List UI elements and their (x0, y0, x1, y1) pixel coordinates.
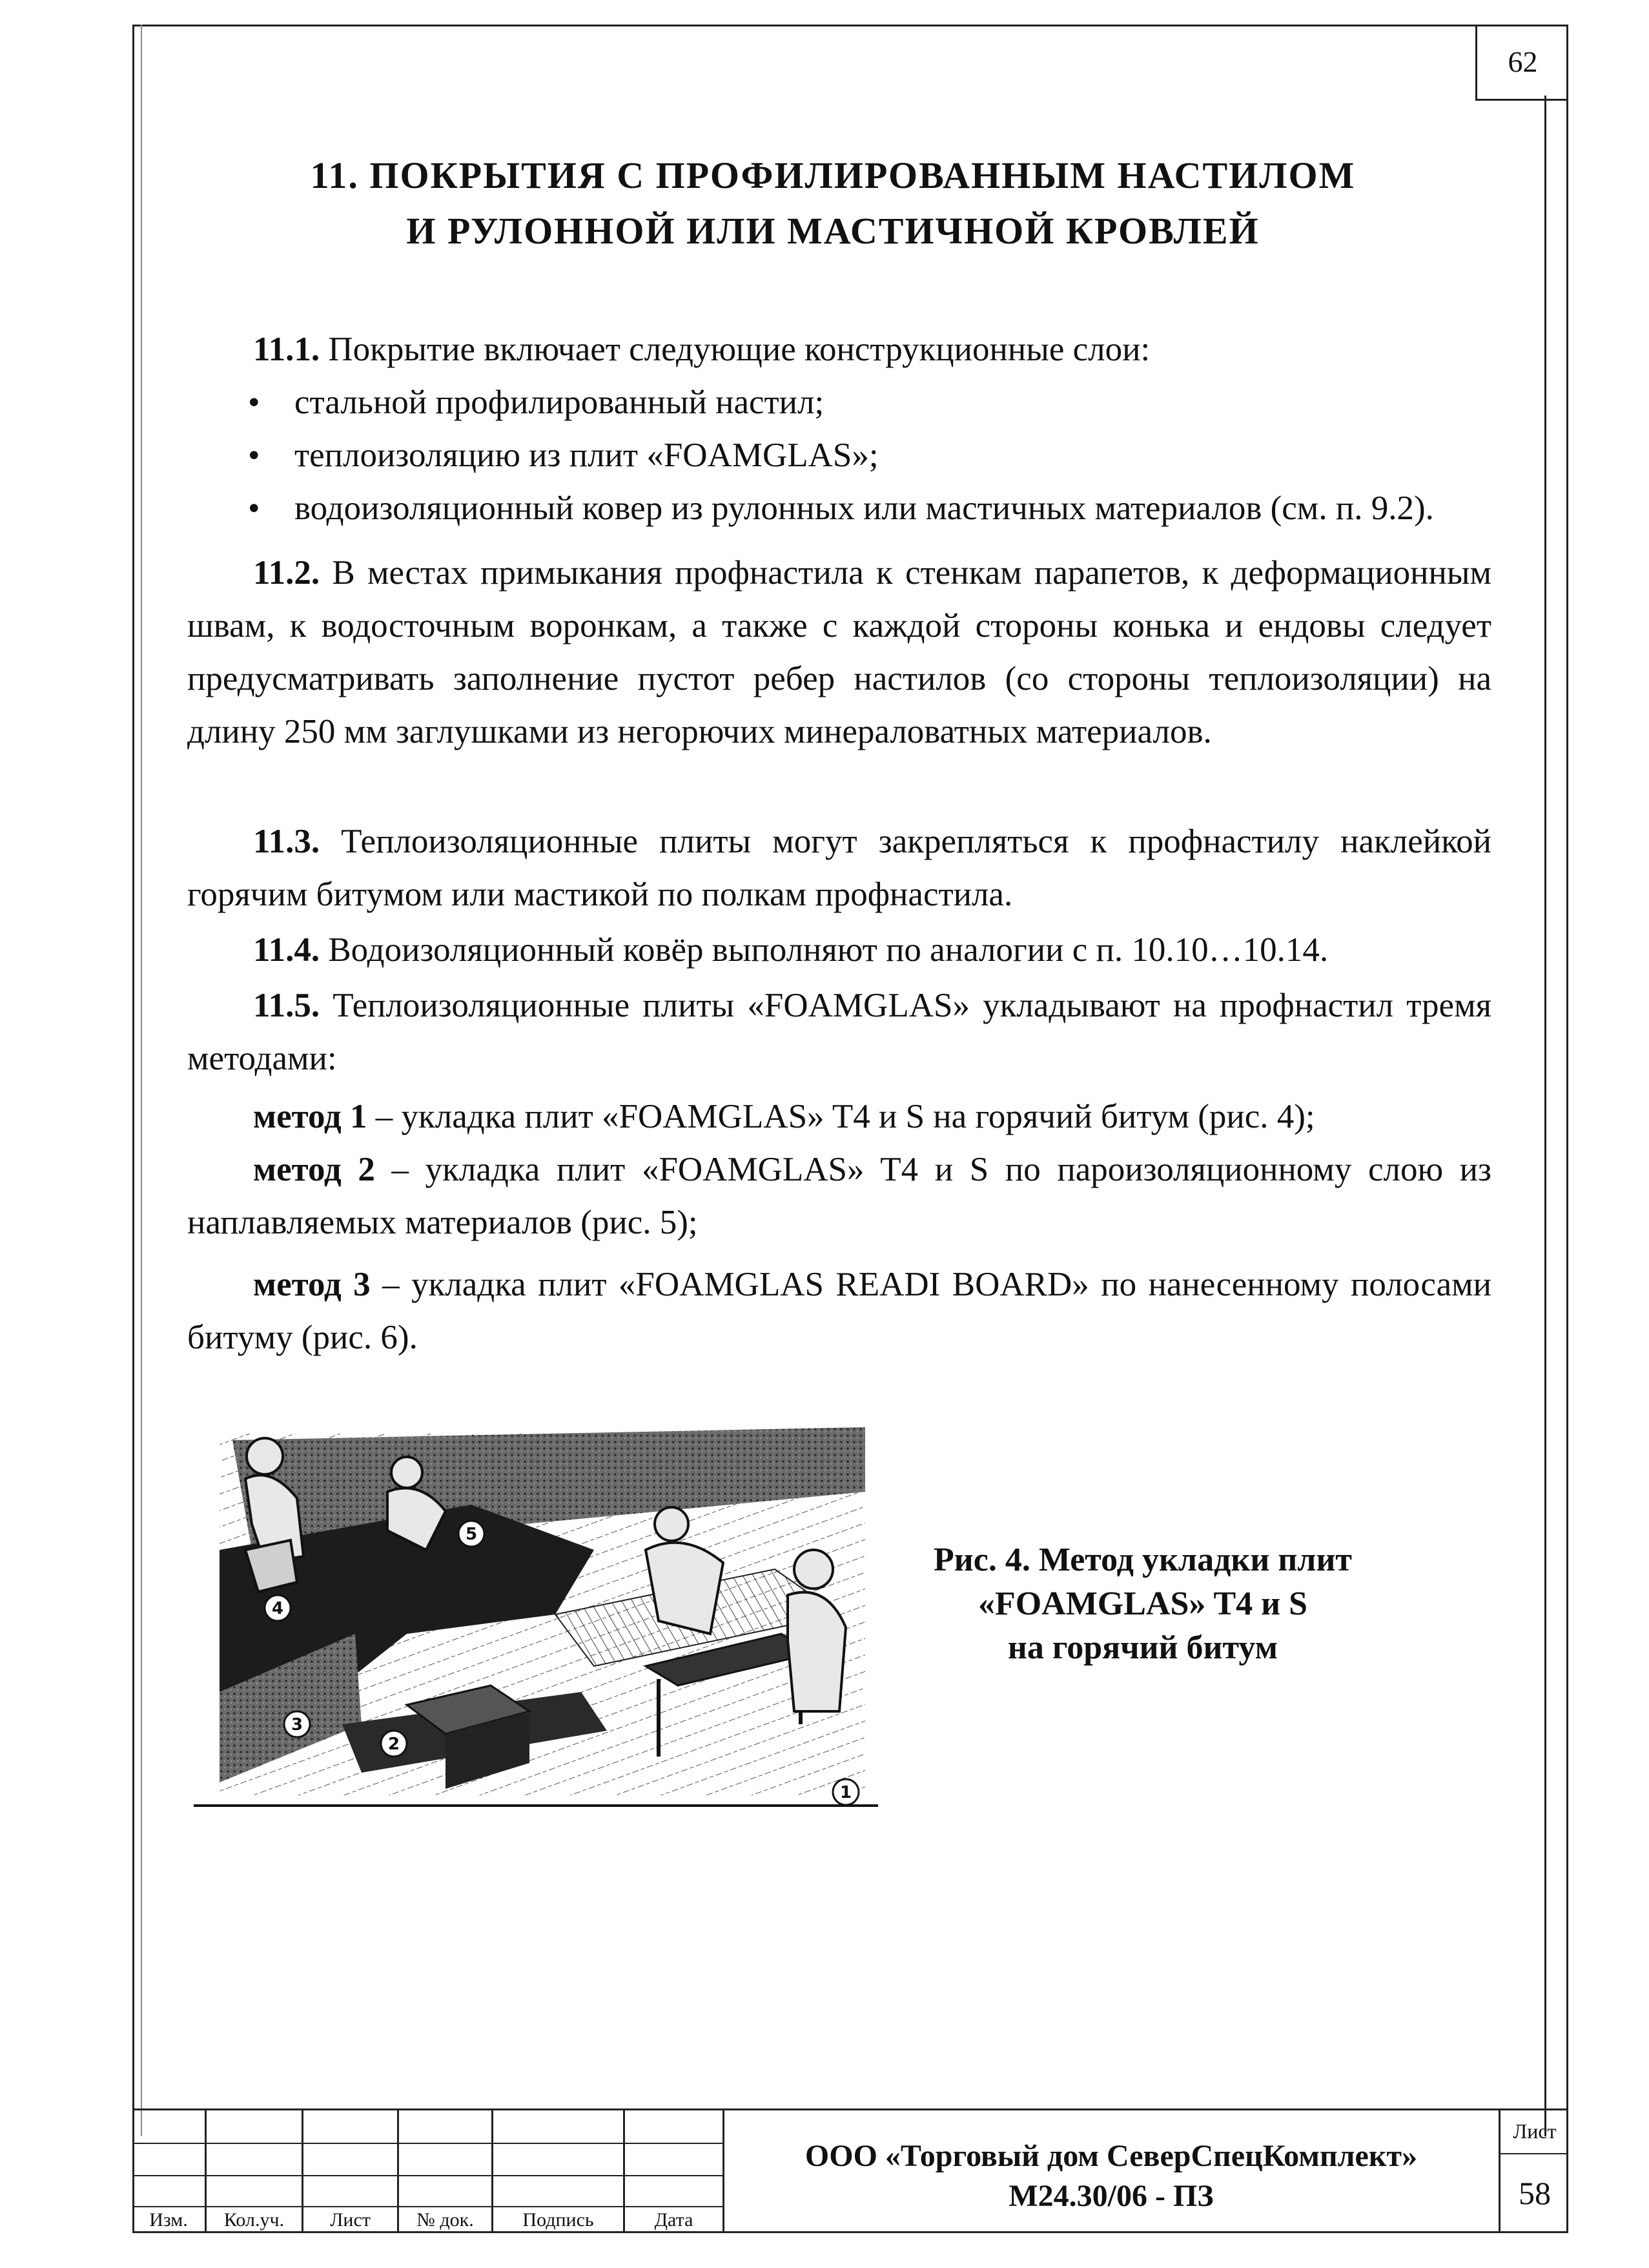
clause-number: 11.5. (253, 987, 320, 1024)
bullet-item (248, 376, 824, 429)
sheet-label: Лист (1513, 2119, 1557, 2143)
figure-caption-line: на горячий битум (1007, 1629, 1278, 1666)
title-block-row-line (132, 2175, 722, 2176)
paragraph-11-4 (187, 923, 1491, 976)
marker-5-icon (458, 1521, 484, 1547)
svg-text:1: 1 (839, 1783, 852, 1802)
organization-name (724, 2136, 1499, 2216)
col-label-sheet: Лист (330, 2209, 371, 2231)
svg-text:5: 5 (465, 1525, 478, 1544)
figure-caption-line: Рис. 4. Метод укладки плит (934, 1541, 1352, 1578)
bullet-text: водоизоляционный ковер из рулонных или мастичных материалов (см. п. 9.2). (294, 490, 1434, 527)
bullet-text: теплоизоляцию из плит «FOAMGLAS»; (294, 437, 879, 474)
title-block (132, 2108, 1568, 2233)
marker-2-icon (381, 1731, 407, 1757)
paragraph-text: Теплоизоляционные плиты могут закрепляться к профнастилу наклейкой горячим битумом или мастикой по полкам профнастила. (187, 823, 1491, 913)
marker-3-icon (284, 1711, 310, 1737)
paragraph-11-1 (187, 323, 1491, 376)
method-text: – укладка плит «FOAMGLAS» T4 и S по пароизоляционному слою из наплавляемых материалов (рис. 5); (187, 1151, 1491, 1241)
method-3 (187, 1258, 1491, 1364)
clause-number: 11.2. (253, 554, 320, 592)
figure-caption-line: «FOAMGLAS» T4 и S (978, 1585, 1308, 1622)
paragraph-text: Покрытие включает следующие конструкционные слои: (320, 331, 1151, 368)
marker-4-icon (265, 1595, 291, 1621)
bullet-text: стальной профилированный настил; (294, 384, 824, 421)
clause-number: 11.1. (253, 331, 320, 368)
paragraph-text: В местах примыкания профнастила к стенкам парапетов, к деформационным швам, к водосточным воронкам, а также с каждой стороны конька и ендовы следует предусматривать заполнение пустот ребер настилов (со стороны теплоизоляции) на длину 250 мм заглушками из негорючих минераловатных материалов. (187, 554, 1491, 750)
bullet-icon: • (248, 384, 260, 421)
frame-inner-left-line (141, 25, 142, 2136)
col-label-qty: Кол.уч. (223, 2209, 285, 2231)
clause-number: 11.4. (253, 931, 320, 969)
document-code: М24.30/06 - ПЗ (1009, 2179, 1214, 2213)
paragraph-text: Водоизоляционный ковёр выполняют по аналогии с п. 10.10…10.14. (320, 931, 1329, 969)
method-1 (187, 1090, 1491, 1143)
svg-text:2: 2 (387, 1735, 400, 1754)
marker-1-icon (833, 1779, 859, 1805)
figure-roofing-illustration (194, 1421, 878, 1808)
col-label-doc-number: № док. (416, 2209, 474, 2231)
method-text: – укладка плит «FOAMGLAS READI BOARD» по нанесенному полосами битуму (рис. 6). (187, 1266, 1492, 1356)
bullet-item (248, 482, 1434, 535)
frame-inner-right-line (1544, 96, 1546, 2136)
organization-line: ООО «Торговый дом СеверСпецКомплект» (804, 2139, 1418, 2173)
section-title-line-2: И РУЛОННОЙ ИЛИ МАСТИЧНОЙ КРОВЛЕЙ (406, 210, 1260, 252)
sheet-number: 58 (1519, 2175, 1551, 2211)
figure-caption (897, 1538, 1388, 1670)
title-block-sheet-line (1499, 2153, 1568, 2154)
svg-text:4: 4 (271, 1599, 284, 1618)
paragraph-11-3 (187, 815, 1491, 921)
col-label-change: Изм. (149, 2209, 188, 2231)
section-title-line-1: 11. ПОКРЫТИЯ С ПРОФИЛИРОВАННЫМ НАСТИЛОМ (310, 154, 1356, 196)
paragraph-text: Теплоизоляционные плиты «FOAMGLAS» укладывают на профнастил тремя методами: (187, 987, 1491, 1077)
figure-svg (194, 1421, 878, 1808)
bullet-icon: • (248, 437, 260, 474)
bullet-icon: • (248, 490, 260, 527)
clause-number: 11.3. (253, 823, 320, 860)
paragraph-11-5 (187, 979, 1491, 1085)
paragraph-11-2 (187, 546, 1491, 758)
col-label-date: Дата (654, 2209, 693, 2231)
title-block-divider (1499, 2110, 1500, 2233)
title-block-row-line (132, 2143, 722, 2144)
svg-text:3: 3 (291, 1715, 303, 1735)
bullet-item (248, 429, 879, 482)
page-number: 62 (1475, 25, 1568, 101)
method-label: метод 2 (253, 1151, 375, 1188)
method-text: – укладка плит «FOAMGLAS» T4 и S на горячий битум (рис. 4); (367, 1098, 1315, 1135)
method-label: метод 1 (253, 1098, 367, 1135)
method-label: метод 3 (253, 1266, 371, 1303)
method-2 (187, 1143, 1491, 1249)
col-label-signature: Подпись (522, 2209, 594, 2231)
